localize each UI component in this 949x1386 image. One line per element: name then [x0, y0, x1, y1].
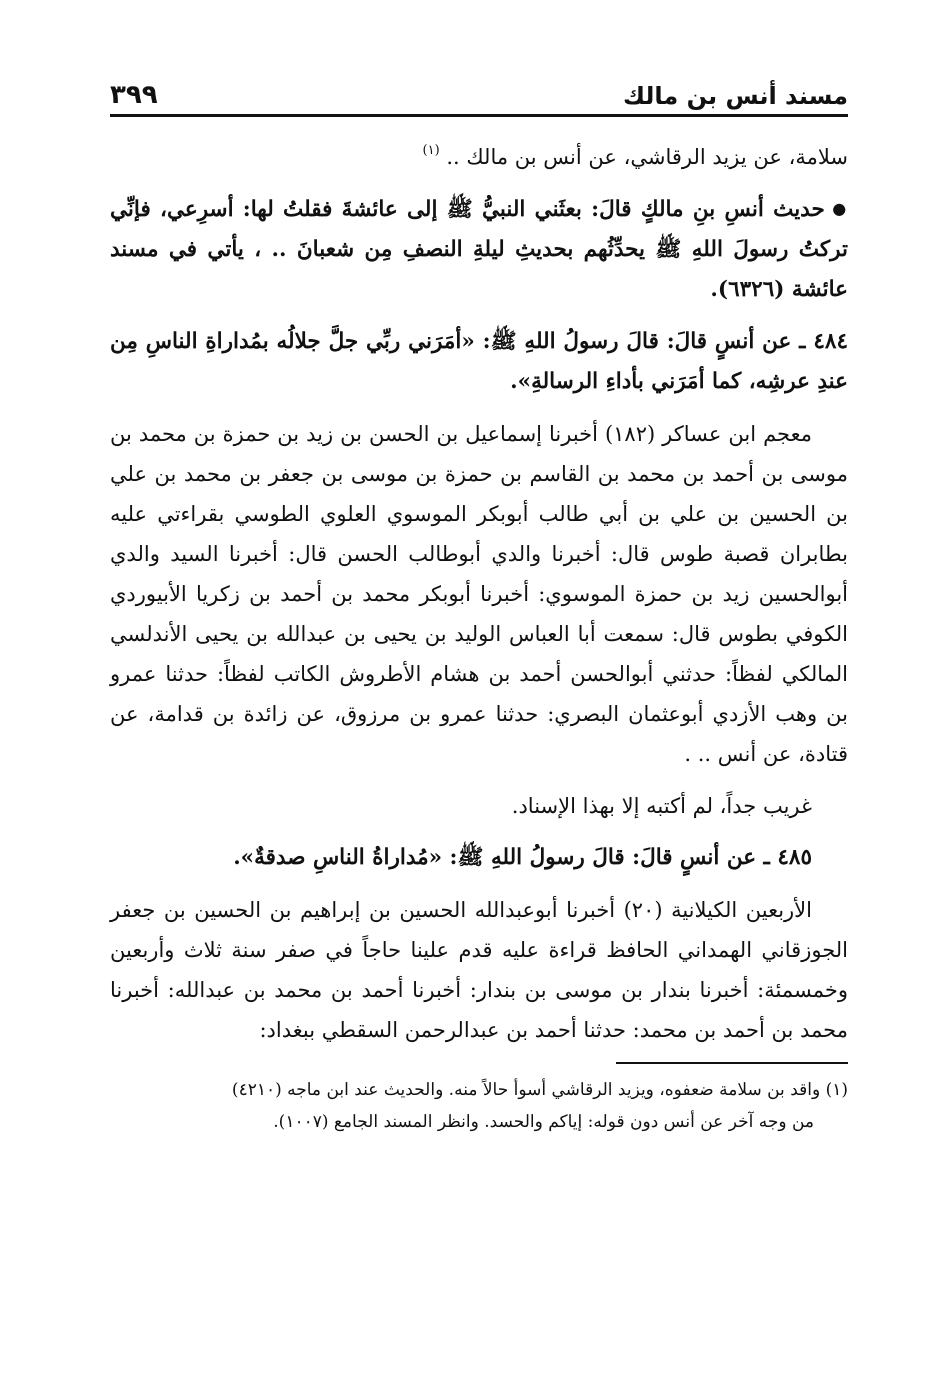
book-page: [110, 80, 848, 1138]
continuation-text: سلامة، عن يزيد الرقاشي، عن أنس بن مالك ..: [439, 145, 848, 169]
isnad-text: معجم ابن عساكر (١٨٢) أخبرنا إسماعيل بن الحسن بن زيد بن حمزة بن محمد بن موسى بن أحمد بن محمد بن القاسم بن حمزة بن موسى بن جعفر بن محمد بن علي بن الحسين بن علي بن أبي طالب أبوبكر الموسوي العلوي الطوسي بقراءتي عليه بطابران قصبة طوس قال: أخبرنا والدي أبوطالب الحسن قال: أخبرنا السيد والدي أبوالحسين زيد بن حمزة الموسوي: أخبرنا أبوبكر محمد بن أحمد بن زكريا الأبيوردي الكوفي بطوس قال: سمعت أبا العباس الوليد بن يحيى بن عبدالله بن يحيى الأندلسي المالكي لفظاً: حدثني أبوالحسن أحمد بن هشام الأطروش الكاتب لفظاً: حدثنا عمرو بن وهب الأزدي أبوعثمان البصري: حدثنا عمرو بن مرزوق، عن زائدة بن قدامة، عن قتادة، عن أنس .. .: [110, 422, 848, 766]
grading-note: [110, 786, 848, 826]
grading-text: غريب جداً، لم أكتبه إلا بهذا الإسناد.: [511, 794, 812, 818]
hadith-484: [110, 322, 848, 402]
paragraph-continuation: [110, 131, 848, 177]
cross-reference-hadith: [110, 189, 848, 310]
running-header: [110, 80, 848, 117]
running-title: مسند أنس بن مالك: [622, 82, 848, 110]
page-number: ٣٩٩: [110, 80, 158, 110]
bullet-icon: ●: [832, 199, 848, 218]
hadith-text: ـ عن أنسٍ قالَ: قالَ رسولُ اللهِ ﷺ: «أمَرَني ربِّي جلَّ جلالُه بمُداراةِ الناسِ مِن عندِ عرشِه، كما أمَرَني بأداءِ الرسالةِ».: [110, 329, 848, 394]
page-body: [110, 131, 848, 1050]
hadith-text: ـ عن أنسٍ قالَ: قالَ رسولُ اللهِ ﷺ: «مُداراةُ الناسِ صدقةٌ».: [233, 845, 778, 870]
hadith-485: [110, 838, 848, 878]
footnote-separator: [616, 1062, 848, 1064]
isnad-paragraph: [110, 414, 848, 774]
footnote-reference: (١): [422, 143, 440, 158]
hadith-number: ٤٨٤: [813, 329, 848, 354]
footnote-line: من وجه آخر عن أنس دون قوله: إياكم والحسد. وانظر المسند الجامع (١٠٠٧).: [273, 1112, 814, 1132]
isnad-text: الأربعين الكيلانية (٢٠) أخبرنا أبوعبدالله الحسين بن إبراهيم بن الحسين بن جعفر الجوزقاني الهمداني الحافظ قراءة عليه قدم علينا حاجاً في صفر سنة ثلاث وأربعين وخمسمئة: أخبرنا بندار بن موسى بن بندار: أخبرنا أحمد بن محمد بن عبدالله: أخبرنا محمد بن أحمد بن محمد: حدثنا أحمد بن عبدالرحمن السقطي ببغداد:: [110, 898, 848, 1042]
isnad-paragraph: [110, 890, 848, 1050]
hadith-number: ٤٨٥: [777, 845, 812, 870]
cross-reference-text: حديث أنسِ بنِ مالكٍ قالَ: بعثَني النبيُّ ﷺ إلى عائشةَ فقلتُ لها: أسرِعي، فإنِّي تركتُ رسولَ اللهِ ﷺ يحدِّثُهم بحديثِ ليلةِ النصفِ مِن شعبانَ .. ، يأتي في مسند عائشة (٦٣٢٦).: [110, 197, 848, 302]
footnote-1: [110, 1074, 848, 1138]
footnote-line: (١) واقد بن سلامة ضعفوه، ويزيد الرقاشي أسوأ حالاً منه. والحديث عند ابن ماجه (٤٢١٠): [231, 1080, 848, 1100]
